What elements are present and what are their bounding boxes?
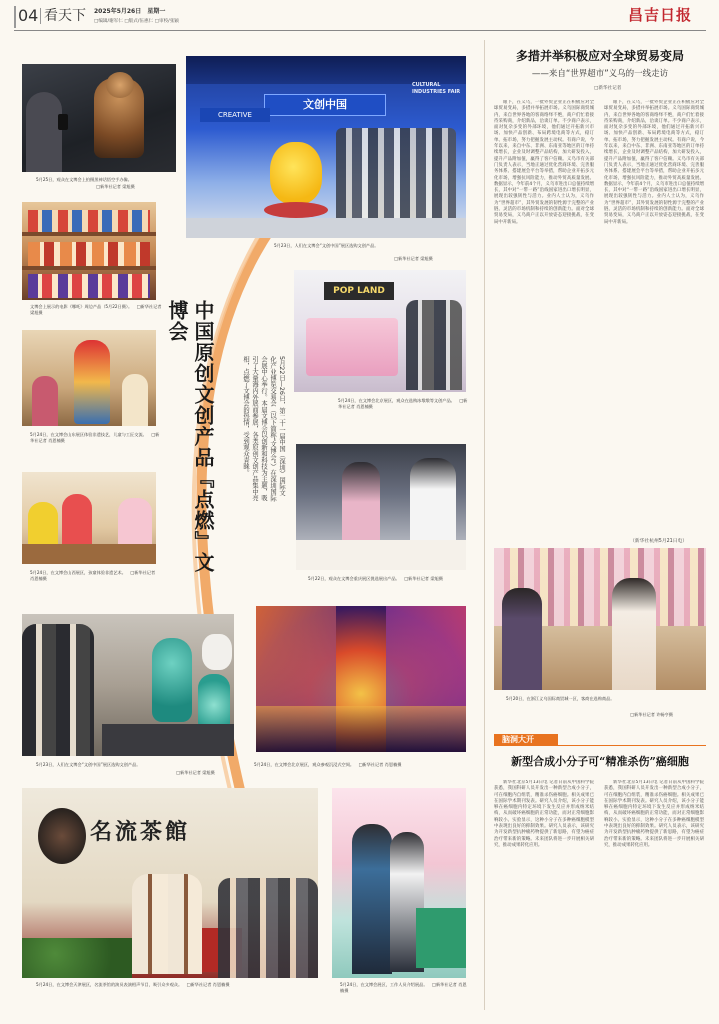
visitor-silhouette: [26, 92, 62, 172]
science-article-body-col1: 新华社北京5月13日电 记者日前从中国科学院获悉，我国科研人员开发出一种新型合成小分子，可在细胞内自组装，精准杀伤癌细胞。相关成果已在国际学术期刊发表。研究人员介绍，该小分子能够在癌细胞内特定环境下发生反应并形成纳米结构，从而破坏癌细胞的正常功能，而对正常细胞影响较小。实验显示，这种小分子在多种癌细胞模型中表现出良好的抑制效果。研究人员表示，该研究为开发新型抗肿瘤药物提供了新思路，有望为癌症治疗带来新的策略。未来团队将进一步开展相关研究，推动成果转化应用。: [494, 780, 594, 848]
craft-table: [22, 544, 156, 564]
photo-exhibit-staff: [332, 788, 466, 978]
child-left: [32, 376, 58, 426]
visitors-left: [22, 624, 94, 756]
booth-ceiling: [186, 56, 466, 84]
photo-yiwu-dolls: [494, 548, 706, 690]
caption-4: [338, 398, 468, 410]
caption-10-credit: □新华社记者 肖恩楠摄: [186, 982, 230, 987]
caption-7-text: 5月22日，观众在文博会重庆展区挑选展出产品。: [308, 576, 400, 581]
booth-sign-main: [264, 94, 386, 116]
photo-teahouse-performance: [22, 788, 318, 978]
caption-8-text: 5月23日，人们在文博会“文创中国”展区选购文创产品。: [36, 762, 141, 767]
caption-11-text: 5月24日，在文博会展区，工作人员介绍展品。: [340, 982, 428, 987]
header-divider: [40, 8, 41, 24]
caption-4-credit: □新华社记者 肖恩楠摄: [338, 398, 468, 410]
crowd-people: [336, 128, 456, 224]
feature-title: 中国原创文创产品『点燃』文博会: [165, 300, 215, 573]
caption-5-text: 5月24日，在文博会山东展区体验非遗技艺，儿童与工匠交流。: [30, 432, 147, 437]
caption-9: [254, 762, 466, 768]
display-case: [306, 318, 398, 376]
masthead: 昌吉日报: [628, 6, 693, 24]
mascot-pedestal: [264, 202, 328, 218]
caption-6-text: 5月24日，在文博会山西展区，孩童体验非遗艺术。: [30, 570, 126, 575]
caption-7-credit: □新华社记者 梁旭摄: [404, 576, 443, 581]
caption-2-credit: □新华社记者 梁旭摄: [394, 256, 433, 261]
figurines-row-2: [28, 242, 150, 266]
caption-6-credit: □新华社记者 肖恩楠摄: [30, 570, 156, 582]
statue-head: [106, 72, 134, 98]
caption-5: [30, 432, 162, 444]
popland-sign-text: POP LAND: [333, 286, 385, 296]
floor: [186, 218, 466, 238]
science-article-title: 新型合成小分子可“精准杀伤”癌细胞: [511, 755, 689, 768]
phone-in-hand: [58, 114, 68, 130]
green-display: [416, 908, 466, 968]
photo-shandong-opera: [22, 330, 156, 426]
photo-wenchuang-booth: [186, 56, 466, 238]
portrait-figure: [38, 808, 86, 864]
science-tag-rule: [558, 745, 706, 746]
caption-10-text: 5月24日，在文博会天津展区，名流茶馆的演员表演相声节目，吸引众多观众。: [36, 982, 183, 987]
section-name: 看天下: [44, 8, 86, 24]
popland-sign: [324, 282, 394, 300]
photo-shanxi-children: [22, 472, 156, 564]
caption-11: [340, 982, 468, 994]
caption-7: [308, 576, 468, 582]
science-tag: [494, 734, 558, 746]
caption-3-text: 文博会上展示的电影《哪吒》周边产品（5月22日摄）。: [30, 304, 133, 309]
shoppers: [406, 300, 462, 390]
caption-3-credit: □新华社记者 梁旭摄: [30, 304, 162, 316]
booth-sign-left-text: CREATIVE: [218, 111, 252, 119]
child-right: [122, 374, 148, 426]
caption-12-credit: □新华社记者 许畅亨摄: [630, 712, 673, 717]
weekday-text: 星期一: [147, 8, 166, 15]
issue-date: [94, 8, 165, 16]
caption-9-credit: □新华社记者 肖恩楠摄: [358, 762, 402, 767]
figurines-row-1: [28, 210, 150, 232]
caption-10: [36, 982, 320, 988]
header-rule: [14, 30, 706, 31]
audience: [218, 878, 318, 978]
green-plants: [22, 938, 132, 978]
caption-1-text: 5月25日，观众在文博会上拍摄黑神话悟空手办像。: [36, 177, 132, 182]
photo-nezha-products: [22, 202, 156, 300]
science-tag-text: 脑洞大开: [502, 735, 534, 744]
photo-beijing-exhibit: [294, 270, 466, 392]
green-sculpture-1: [152, 638, 192, 722]
teahouse-sign: 名流茶館: [90, 819, 191, 845]
science-article-body-col2: 新华社北京5月13日电 记者日前从中国科学院获悉，我国科研人员开发出一种新型合成小分子，可在细胞内自组装，精准杀伤癌细胞。相关成果已在国际学术期刊发表。研究人员介绍，该小分子能够在癌细胞内特定环境下发生反应并形成纳米结构，从而破坏癌细胞的正常功能，而对正常细胞影响较小。实验显示，这种小分子在多种癌细胞模型中表现出良好的抑制效果。研究人员表示，该研究为开发新型抗肿瘤药物提供了新思路，有望为癌症治疗带来新的策略。未来团队将进一步开展相关研究，推动成果转化应用。: [604, 780, 704, 848]
caption-8: [36, 762, 236, 768]
caption-3: [30, 304, 164, 316]
trade-article-body-col2: 眼下，在义乌，一批外贸企业正在积极应对全球贸易变局，多措并举拓展市场。义乌国际商贸城内，来自世界各地的客商络绎不绝，商户们忙着接待采购商，介绍新品，洽谈订单。不少商户表示，面对复杂多变的外部环境，他们通过开拓新兴市场、加快产品创新、布局跨境电商等方式，稳订单、拓市场，努力把握发展主动权。有商户说，今年以来，来自中东、非洲、东南亚等地区的订单持续增长，企业及时调整产品结构，加大研发投入，提升产品附加值，赢得了客户信赖。义乌市有关部门负责人表示，当地正通过优化营商环境、完善服务体系、搭建展会平台等举措，帮助企业开拓多元化市场，增强抗风险能力，推动外贸高质量发展。数据显示，今年前4个月，义乌市进出口总值持续增长，其中对“一带一路”沿线国家进出口增长明显，展现出较强韧性与活力。业内人士认为，义乌作为“世界超市”，其外贸发展的韧性源于完整的产业链、灵活的市场机制和持续的创新能力。面对全球贸易变局，义乌商户正以开放姿态迎接挑战，在变局中开新局。: [604, 100, 704, 225]
photo-chongqing-booth: [296, 444, 466, 570]
display-table: [102, 724, 234, 756]
editors-line: □编辑/谢军仁 □版式/伍惠仁 □审校/张颖: [94, 19, 179, 24]
caption-12-text: 5月20日，在浙江义乌国际商贸城一区，客商在选购商品。: [506, 696, 615, 701]
fair-banner-text: CULTURAL INDUSTRIES FAIR: [412, 82, 461, 95]
performers: [132, 874, 202, 974]
caption-1-credit: □新华社记者 梁旭摄: [96, 184, 135, 189]
trade-article-body-col1: 眼下，在义乌，一批外贸企业正在积极应对全球贸易变局，多措并举拓展市场。义乌国际商贸城内，来自世界各地的客商络绎不绝，商户们忙着接待采购商，介绍新品，洽谈订单。不少商户表示，面对复杂多变的外部环境，他们通过开拓新兴市场、加快产品创新、布局跨境电商等方式，稳订单、拓市场，努力把握发展主动权。有商户说，今年以来，来自中东、非洲、东南亚等地区的订单持续增长，企业及时调整产品结构，加大研发投入，提升产品附加值，赢得了客户信赖。义乌市有关部门负责人表示，当地正通过优化营商环境、完善服务体系、搭建展会平台等举措，帮助企业开拓多元化市场，增强抗风险能力，推动外贸高质量发展。数据显示，今年前4个月，义乌市进出口总值持续增长，其中对“一带一路”沿线国家进出口增长明显，展现出较强韧性与活力。业内人士认为，义乌作为“世界超市”，其外贸发展的韧性源于完整的产业链、灵活的市场机制和持续的创新能力。面对全球贸易变局，义乌商户正以开放姿态迎接挑战，在变局中开新局。: [494, 100, 594, 225]
reflective-floor: [256, 706, 466, 752]
yellow-mascot: [270, 142, 322, 204]
caption-1: [36, 177, 186, 183]
trade-article-byline: □新华社记者: [594, 86, 622, 91]
caption-4-text: 5月24日，在文博会北京展区，观众在选购冰墩墩等文创产品。: [338, 398, 455, 403]
booth-sign-text: 文创中国: [303, 98, 347, 111]
page-number: 04: [18, 6, 39, 25]
caption-11-credit: □新华社记者 肖恩楠摄: [340, 982, 467, 994]
feature-intro: 5月22日—26日，第二十一届中国（深圳）国际文化产业博览交易会（以下简称“文博会”）在深圳国际会展中心举行。本届文博会以创新和科技为主题，吸引了大量海内外展商参展，各类原创文创产品集中亮相，点燃了文博会的热情，受到观众青睐。: [242, 356, 285, 502]
white-horse-figure: [202, 634, 232, 670]
staff-member: [352, 824, 392, 974]
trade-article-subtitle: ——来自“世界超市”义乌的一线走访: [531, 69, 669, 79]
caption-5-credit: □新华社记者 肖恩楠摄: [30, 432, 160, 444]
trade-article-title: 多措并举积极应对全球贸易变局: [515, 49, 684, 63]
caption-8-credit: □新华社记者 梁旭摄: [176, 770, 215, 775]
column-divider: [484, 40, 485, 1010]
photo-wukong-statue: [22, 64, 176, 172]
date-text: 2025年5月26日: [94, 8, 142, 15]
booth-sign-left: [200, 108, 270, 122]
caption-6: [30, 570, 160, 582]
header-left-mark: [14, 6, 16, 28]
caption-12: [506, 696, 706, 702]
photo-green-figures: [22, 614, 234, 756]
photo-immersive-space: [256, 606, 466, 752]
buyer: [502, 588, 542, 690]
trade-dateline: （新华社杭州5月21日电）: [630, 539, 688, 544]
shopkeeper: [612, 578, 656, 690]
fair-banner: [412, 82, 462, 112]
caption-2: [274, 243, 464, 249]
performer-costume: [74, 340, 110, 424]
caption-9-text: 5月24日，在文博会北京展区，观众参观沉浸式空间。: [254, 762, 355, 767]
shelf-1: [22, 232, 156, 236]
page-header: [0, 0, 719, 36]
shelf-2: [22, 266, 156, 270]
caption-2-text: 5月23日，人们在文博会“文创中国”展区选购文创产品。: [274, 243, 379, 248]
figurines-row-3: [28, 274, 150, 298]
product-counter: [296, 540, 466, 570]
